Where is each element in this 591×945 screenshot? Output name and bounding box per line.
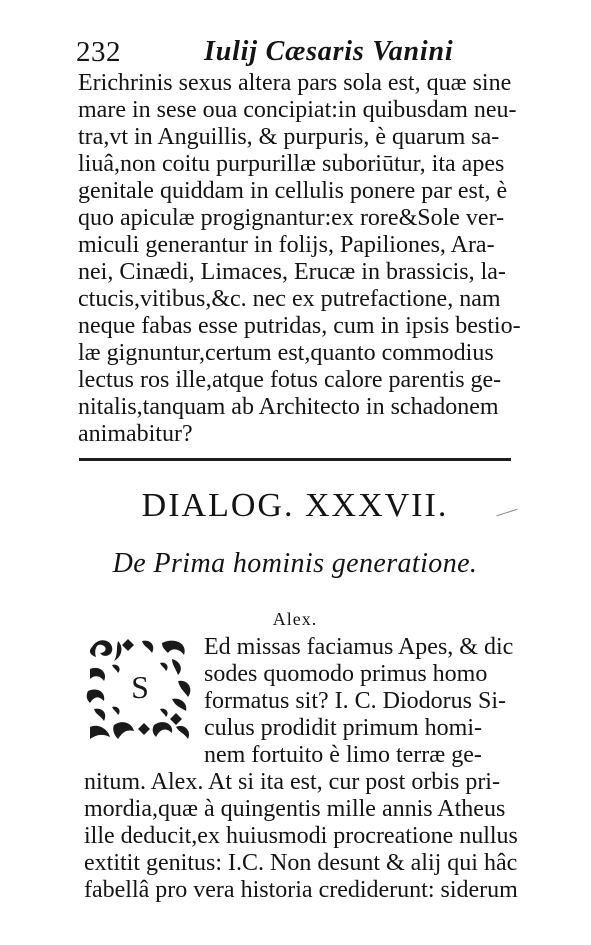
text-line: sodes quomodo primus homo [204, 661, 488, 687]
body-paragraph [78, 70, 521, 448]
text-line: lectus ros ille,atque fotus calore parentis ge- [78, 367, 502, 393]
text-line: nei, Cinædi, Limaces, Erucæ in brassicis, la- [78, 259, 506, 285]
text-line: liuâ,non coitu purpurillæ suboriūtur, ita apes [78, 151, 505, 177]
text-line: ctucis,vitibus,&c. nec ex putrefactione, nam [78, 286, 501, 312]
text-line: fabellâ pro vera historia crediderunt: siderum [84, 877, 518, 903]
dialog-title: DIALOG. XXXVII. [141, 487, 449, 524]
text-line: mare in sese oua concipiat:in quibusdam neu- [78, 97, 517, 123]
text-line: tra,vt in Anguillis, & purpuris, è quarum sa- [78, 124, 500, 150]
text-line: quo apiculæ progignantur:ex rore&Sole ver- [78, 205, 505, 231]
text-line: ille deducit,ex huiusmodi procreatione nullus [84, 823, 518, 849]
text-line: nem fortuito è limo terræ ge- [204, 742, 482, 768]
text-line: nitum. Alex. At si ita est, cur post orbis pri- [84, 769, 500, 795]
page-header [76, 36, 516, 72]
dialog-opening [204, 634, 516, 769]
decorated-initial [84, 633, 196, 745]
text-line: formatus sit? I. C. Diodorus Si- [204, 688, 506, 714]
speaker-label: Alex. [272, 609, 318, 629]
text-line: animabitur? [78, 421, 193, 447]
page-number: 232 [76, 36, 121, 68]
text-line: Ed missas faciamus Apes, & dic [204, 634, 514, 660]
text-line: nitalis,tanquam ab Architecto in schadonem [78, 394, 499, 420]
text-line: culus prodidit primum homi- [204, 715, 482, 741]
dialog-subtitle: De Prima hominis generatione. [112, 548, 478, 579]
running-head: Iulij Cæsaris Vanini [204, 36, 454, 67]
text-line: neque fabas esse putridas, cum in ipsis bestio- [78, 313, 521, 339]
dialog-continuation [84, 769, 516, 904]
section-rule [79, 458, 511, 461]
initial-letter: S [131, 669, 149, 705]
text-line: extitit genitus: I.C. Non desunt & alij qui hâc [84, 850, 518, 876]
text-line: Erichrinis sexus altera pars sola est, quæ sine [78, 70, 512, 96]
text-line: læ gignuntur,certum est,quanto commodius [78, 340, 494, 366]
text-line: genitale quiddam in cellulis ponere par est, è [78, 178, 508, 204]
text-line: miculi generantur in folijs, Papiliones, Ara- [78, 232, 495, 258]
text-line: mordia,quæ à quingentis mille annis Atheus [84, 796, 506, 822]
